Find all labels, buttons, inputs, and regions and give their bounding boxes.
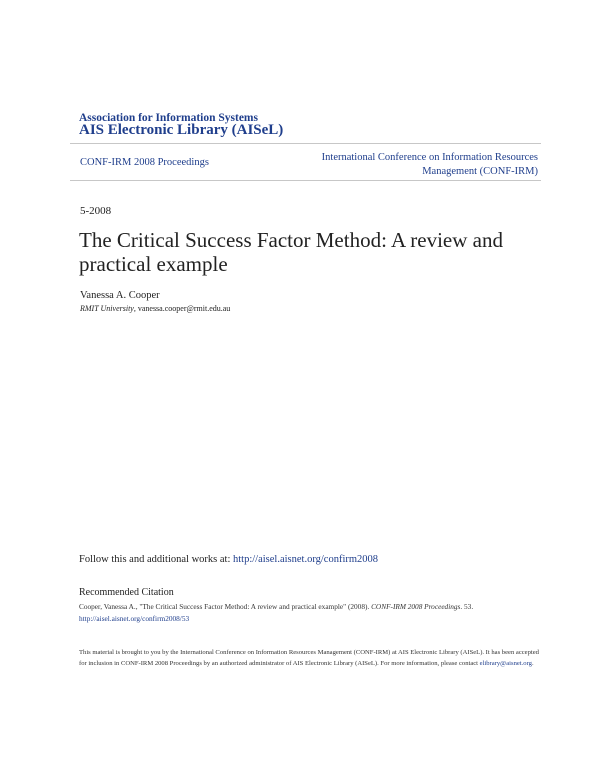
author-affiliation bbox=[80, 304, 230, 313]
follow-label: Follow this and additional works at: bbox=[79, 554, 233, 565]
citation-number: . 53. bbox=[460, 602, 474, 611]
affiliation-org: RMIT University bbox=[80, 304, 134, 313]
notice-text: This material is brought to you by the International Conference on Information Resources Management (CONF-IRM) at AIS Electronic Library (AISeL). It has been accepted for inclusion in CONF-IRM 2008 Proceedings by an authorized administrator of AIS Electronic Library (AISeL). For more information, please contact bbox=[79, 649, 539, 668]
citation-url-link[interactable]: http://aisel.aisnet.org/confirm2008/53 bbox=[79, 614, 190, 623]
notice-end: . bbox=[531, 660, 534, 668]
contact-email-link[interactable]: elibrary@aisnet.org bbox=[479, 660, 532, 668]
publication-date: 5-2008 bbox=[80, 205, 112, 217]
citation-text-start: Cooper, Vanessa A., "The Critical Success Factor Method: A review and practical example" (2008). bbox=[79, 602, 372, 611]
citation-heading: Recommended Citation bbox=[79, 587, 174, 598]
follow-url-link[interactable]: http://aisel.aisnet.org/confirm2008 bbox=[233, 554, 379, 565]
citation-text bbox=[79, 601, 539, 625]
association-name[interactable]: Association for Information Systems bbox=[79, 112, 258, 124]
bottom-divider bbox=[70, 180, 541, 181]
affiliation-email: , vanessa.cooper@rmit.edu.au bbox=[133, 304, 231, 313]
access-notice bbox=[79, 647, 541, 669]
proceedings-link[interactable]: CONF-IRM 2008 Proceedings bbox=[80, 157, 209, 168]
citation-series: CONF-IRM 2008 Proceedings bbox=[371, 602, 461, 611]
conference-link[interactable]: International Conference on Information Resources Management (CONF-IRM) bbox=[321, 152, 538, 177]
top-divider bbox=[70, 143, 541, 144]
author-name: Vanessa A. Cooper bbox=[80, 290, 160, 301]
follow-line bbox=[79, 554, 378, 565]
library-name[interactable]: AIS Electronic Library (AISeL) bbox=[79, 122, 284, 138]
paper-title: The Critical Success Factor Method: A review and practical example bbox=[79, 228, 503, 276]
